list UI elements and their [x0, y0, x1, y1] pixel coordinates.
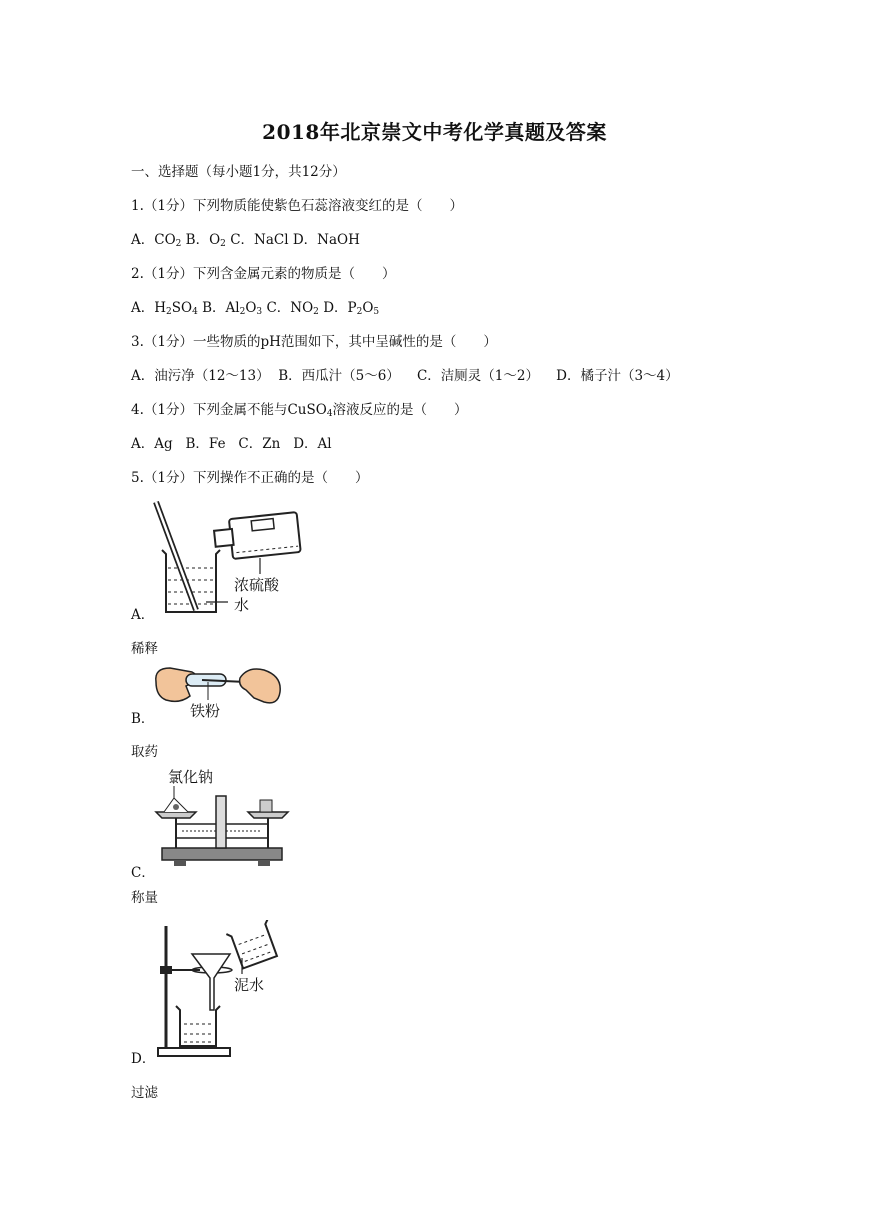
option-a-letter: A．	[131, 607, 155, 623]
option-d-caption: 过滤	[131, 1085, 158, 1101]
option-c-letter: C．	[131, 865, 155, 881]
option-d-letter: D．	[131, 1051, 156, 1067]
option-a-caption: 稀释	[131, 641, 158, 657]
filtration-figure	[152, 920, 292, 1060]
label-muddy-water: 泥水	[234, 976, 265, 994]
label-conc-sulfuric-acid: 浓硫酸	[234, 576, 280, 594]
label-water: 水	[234, 596, 250, 614]
question-1-stem: 1.（1分）下列物质能使紫色石蕊溶液变红的是（ ）	[131, 198, 463, 214]
option-c-caption: 称量	[131, 890, 158, 906]
option-b-letter: B．	[131, 711, 155, 727]
dilution-figure	[150, 498, 310, 620]
section-heading: 一、选择题（每小题1分，共12分）	[131, 164, 346, 180]
label-sodium-chloride: 氯化钠	[168, 768, 214, 786]
question-3-stem: 3.（1分）一些物质的pH范围如下，其中呈碱性的是（ ）	[131, 334, 497, 350]
question-2-stem: 2.（1分）下列含金属元素的物质是（ ）	[131, 266, 396, 282]
question-4-options: A．Ag B．Fe C．Zn D．Al	[131, 436, 332, 452]
balance-figure	[152, 786, 292, 872]
label-iron-powder: 铁粉	[190, 702, 221, 720]
take-powder-figure	[150, 662, 290, 720]
question-5-stem: 5.（1分）下列操作不正确的是（ ）	[131, 470, 369, 486]
question-4-stem: 4.（1分）下列金属不能与CuSO$_4$溶液反应的是（ ）	[131, 402, 468, 419]
page-title: 2018年北京崇文中考化学真题及答案	[262, 120, 607, 144]
question-2-options: A．$H_2SO_4$ B．$Al_2O_3$ C．$NO_2$ D．$P_2O_5$	[131, 300, 380, 317]
question-3-options: A．油污净（12～13） B．西瓜汁（5～6） C．洁厕灵（1～2） D．橘子汁（3～4）	[131, 368, 679, 384]
option-b-caption: 取药	[131, 744, 158, 760]
question-1-options: A．$CO_2$ B．$O_2$ C．NaCl D．NaOH	[131, 232, 360, 249]
